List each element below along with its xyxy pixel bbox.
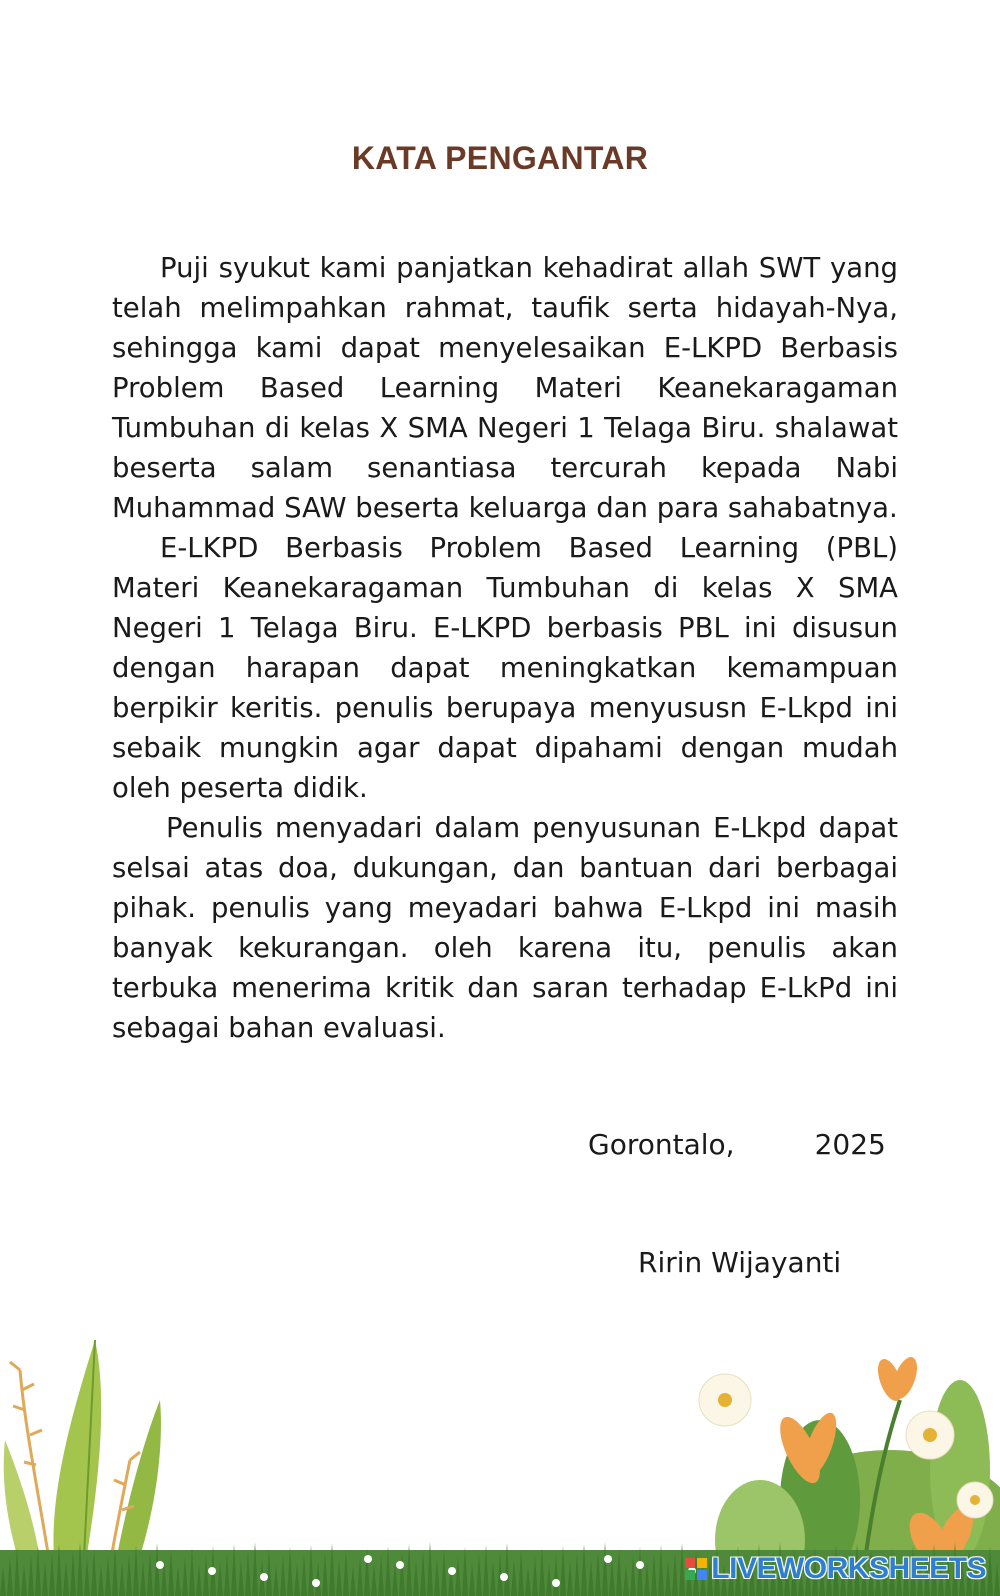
grass-flower-icon — [156, 1561, 164, 1569]
liveworksheets-logo-icon — [685, 1558, 707, 1580]
brand-name: LIVEWORKSHEETS — [711, 1552, 986, 1585]
document-body — [112, 248, 898, 1048]
paragraph-3: Penulis menyadari dalam penyusunan E-Lkpd dapat selsai atas doa, dukungan, dan bantuan dari berbagai pihak. penulis yang meyadari bahwa E-Lkpd ini masih banyak kekurangan. oleh karena itu, penulis akan terbuka menerima kritik dan saran terhadap E-LkPd ini sebagai bahan evaluasi. — [112, 812, 898, 1044]
grass-flower-icon — [208, 1567, 216, 1575]
page-title: KATA PENGANTAR — [351, 140, 649, 176]
liveworksheets-brand — [685, 1552, 986, 1586]
place-date — [588, 1128, 886, 1161]
grass-flower-icon — [260, 1573, 268, 1581]
grass-flower-icon — [636, 1561, 644, 1569]
grass-flower-icon — [552, 1579, 560, 1587]
grass-flower-icon — [396, 1561, 404, 1569]
paragraph-1: Puji syukut kami panjatkan kehadirat allah SWT yang telah melimpahkan rahmat, taufik serta hidayah-Nya, sehingga kami dapat menyelesaikan E-LKPD Berbasis Problem Based Learning Materi Keanekaragaman Tumbuhan di kelas X SMA Negeri 1 Telaga Biru. shalawat beserta salam senantiasa tercurah kepada Nabi Muhammad SAW beserta keluarga dan para sahabatnya. — [112, 252, 898, 524]
author-name: Ririn Wijayanti — [638, 1246, 842, 1279]
grass-flower-icon — [364, 1555, 372, 1563]
grass-flower-icon — [448, 1567, 456, 1575]
year: 2025 — [814, 1128, 886, 1161]
grass-flower-icon — [604, 1555, 612, 1563]
grass-flower-icon — [312, 1579, 320, 1587]
grass-flower-icon — [500, 1573, 508, 1581]
place-name: Gorontalo, — [588, 1128, 735, 1161]
paragraph-2: E-LKPD Berbasis Problem Based Learning (PBL) Materi Keanekaragaman Tumbuhan di kelas X SMA Negeri 1 Telaga Biru. E-LKPD berbasis PBL ini disusun dengan harapan dapat meningkatkan kemampuan berpikir keritis. penulis berupaya menyususn E-Lkpd ini sebaik mungkin agar dapat dipahami dengan mudah oleh peserta didik. — [112, 532, 898, 804]
